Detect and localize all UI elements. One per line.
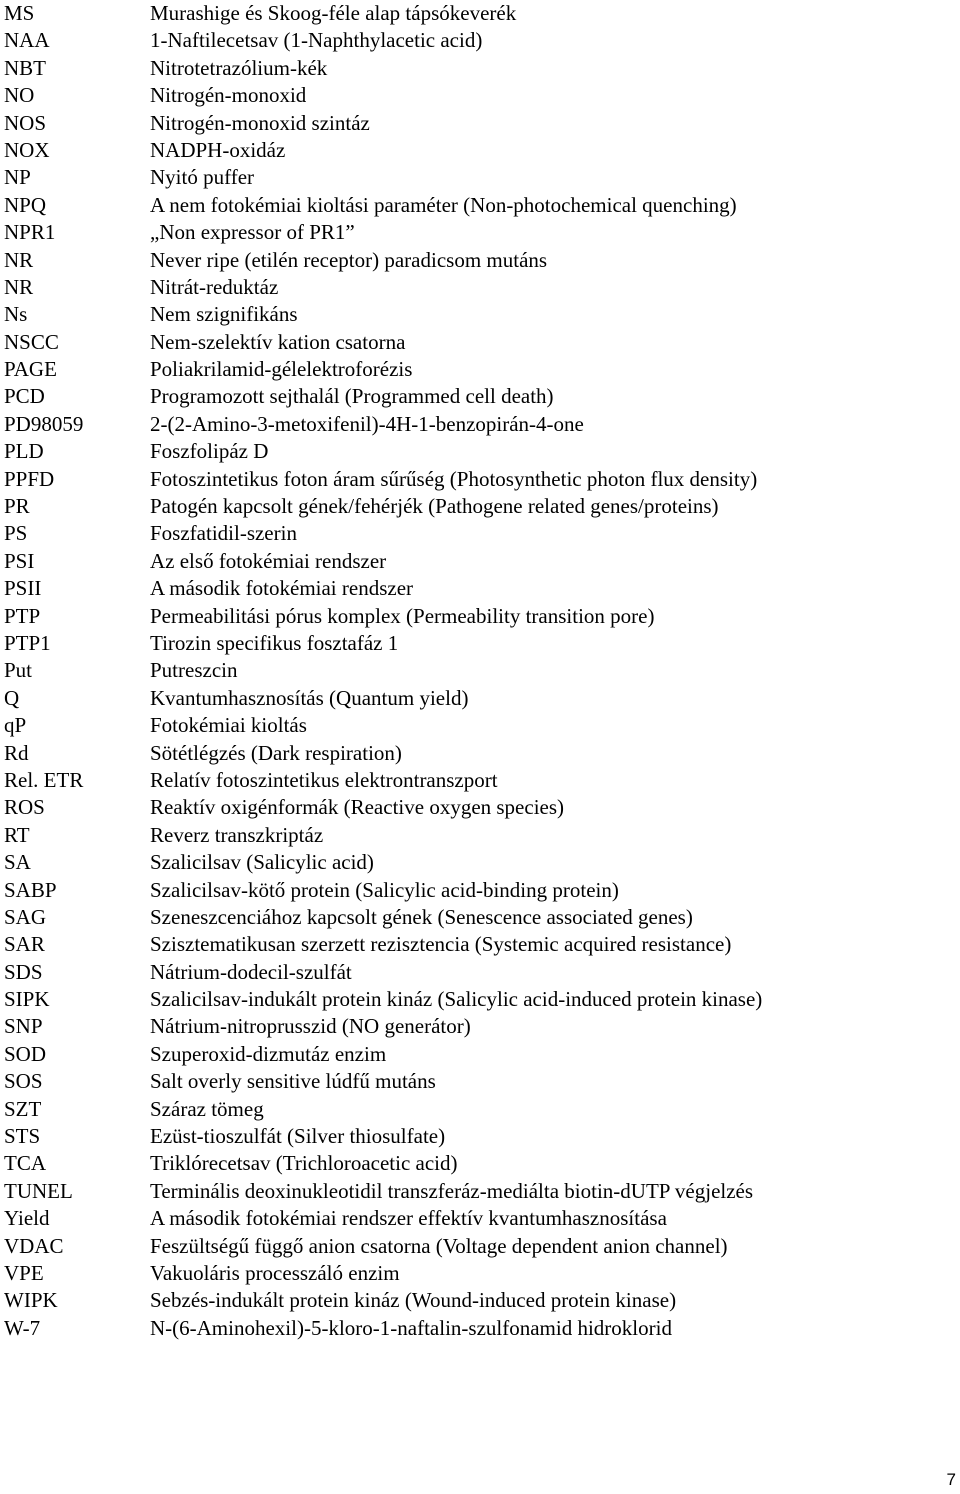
abbreviation-row xyxy=(0,712,960,739)
abbreviation-definition: 2-(2-Amino-3-metoxifenil)-4H-1-benzopirán-4-one xyxy=(150,411,584,436)
abbreviation-term: SIPK xyxy=(4,987,50,1012)
abbreviation-term: SZT xyxy=(4,1096,42,1121)
abbreviation-definition: Szuperoxid-dizmutáz enzim xyxy=(150,1041,387,1066)
abbreviation-term: NR xyxy=(4,274,34,299)
abbreviation-row xyxy=(0,959,960,986)
abbreviation-term: NPQ xyxy=(4,192,47,217)
abbreviation-term: NR xyxy=(4,247,34,272)
abbreviation-row xyxy=(0,1041,960,1068)
abbreviation-row xyxy=(0,192,960,219)
abbreviation-term: PAGE xyxy=(4,357,57,382)
abbreviation-term: Put xyxy=(4,658,33,683)
abbreviation-row xyxy=(0,301,960,328)
abbreviation-definition: A nem fotokémiai kioltási paraméter (Non-photochemical quenching) xyxy=(150,192,737,217)
abbreviation-term: SNP xyxy=(4,1014,43,1039)
abbreviation-row xyxy=(0,1205,960,1232)
abbreviation-row xyxy=(0,1068,960,1095)
abbreviation-row xyxy=(0,438,960,465)
abbreviation-row xyxy=(0,164,960,191)
abbreviation-definition: Relatív fotoszintetikus elektrontranszport xyxy=(150,767,498,792)
abbreviation-definition: Ezüst-tioszulfát (Silver thiosulfate) xyxy=(150,1124,446,1149)
abbreviation-term: PR xyxy=(4,494,30,519)
abbreviation-definition: Nem szignifikáns xyxy=(150,302,298,327)
abbreviation-row xyxy=(0,1233,960,1260)
abbreviation-definition: Nátrium-dodecil-szulfát xyxy=(150,959,352,984)
abbreviation-term: PPFD xyxy=(4,466,55,491)
abbreviation-row xyxy=(0,740,960,767)
abbreviation-term: NO xyxy=(4,83,35,108)
abbreviation-term: TUNEL xyxy=(4,1178,73,1203)
abbreviation-row xyxy=(0,411,960,438)
abbreviation-definition: Fotokémiai kioltás xyxy=(150,713,307,738)
abbreviation-term: NOS xyxy=(4,110,47,135)
abbreviation-definition: Tirozin specifikus fosztafáz 1 xyxy=(150,630,399,655)
abbreviation-row xyxy=(0,1315,960,1342)
abbreviation-term: PSI xyxy=(4,548,35,573)
abbreviation-term: W-7 xyxy=(4,1315,41,1340)
abbreviation-term: PTP1 xyxy=(4,630,51,655)
abbreviation-definition: Reverz transzkriptáz xyxy=(150,822,324,847)
abbreviation-definition: Permeabilitási pórus komplex (Permeability transition pore) xyxy=(150,603,655,628)
abbreviation-row xyxy=(0,466,960,493)
abbreviation-row xyxy=(0,1260,960,1287)
abbreviation-term: TCA xyxy=(4,1151,46,1176)
abbreviation-term: NOX xyxy=(4,137,50,162)
abbreviation-definition: Nitrát-reduktáz xyxy=(150,274,279,299)
abbreviation-definition: Szalicilsav (Salicylic acid) xyxy=(150,850,374,875)
abbreviation-term: SAG xyxy=(4,904,47,929)
abbreviation-definition: Szalicilsav-kötő protein (Salicylic acid-binding protein) xyxy=(150,877,619,902)
abbreviation-definition: Nem-szelektív kation csatorna xyxy=(150,329,406,354)
abbreviation-term: SOD xyxy=(4,1041,47,1066)
abbreviation-definition: 1-Naftilecetsav (1-Naphthylacetic acid) xyxy=(150,28,483,53)
abbreviation-definition: Nitrotetrazólium-kék xyxy=(150,55,328,80)
abbreviation-definition: Patogén kapcsolt gének/fehérjék (Pathogene related genes/proteins) xyxy=(150,494,719,519)
abbreviation-row xyxy=(0,794,960,821)
abbreviation-definition: Terminális deoxinukleotidil transzferáz-mediálta biotin-dUTP végjelzés xyxy=(150,1178,754,1203)
abbreviation-definition: Poliakrilamid-gélelektroforézis xyxy=(150,357,413,382)
abbreviation-term: NP xyxy=(4,165,31,190)
abbreviation-row xyxy=(0,0,960,27)
abbreviation-term: SDS xyxy=(4,959,43,984)
abbreviation-term: PD98059 xyxy=(4,411,84,436)
abbreviation-row xyxy=(0,27,960,54)
abbreviation-term: SABP xyxy=(4,877,57,902)
abbreviation-definition: Nitrogén-monoxid szintáz xyxy=(150,110,370,135)
abbreviation-definition: Nitrogén-monoxid xyxy=(150,83,307,108)
abbreviation-definition: Murashige és Skoog-féle alap tápsókeverék xyxy=(150,1,517,25)
abbreviation-row xyxy=(0,630,960,657)
abbreviation-term: qP xyxy=(4,713,27,738)
abbreviation-row xyxy=(0,548,960,575)
abbreviation-definition: Nátrium-nitroprusszid (NO generátor) xyxy=(150,1014,471,1039)
abbreviation-definition: A második fotokémiai rendszer xyxy=(150,576,414,601)
abbreviation-definition: Triklórecetsav (Trichloroacetic acid) xyxy=(150,1151,458,1176)
abbreviation-definition: Feszültségű függő anion csatorna (Voltage dependent anion channel) xyxy=(150,1233,728,1258)
abbreviation-row xyxy=(0,1178,960,1205)
abbreviation-definition: Szisztematikusan szerzett rezisztencia (Systemic acquired resistance) xyxy=(150,932,732,957)
abbreviation-term: NPR1 xyxy=(4,220,56,245)
abbreviation-definition: Foszfolipáz D xyxy=(150,439,269,464)
abbreviation-definition: Foszfatidil-szerin xyxy=(150,521,297,546)
abbreviation-row xyxy=(0,329,960,356)
abbreviation-row xyxy=(0,110,960,137)
abbreviation-definition: Vakuoláris processzáló enzim xyxy=(150,1260,400,1285)
abbreviation-definition: Sötétlégzés (Dark respiration) xyxy=(150,740,402,765)
abbreviation-row xyxy=(0,685,960,712)
abbreviation-row xyxy=(0,520,960,547)
abbreviation-definition: Never ripe (etilén receptor) paradicsom mutáns xyxy=(150,247,548,272)
abbreviation-definition: Salt overly sensitive lúdfű mutáns xyxy=(150,1069,436,1094)
abbreviation-term: PCD xyxy=(4,384,45,409)
abbreviation-row xyxy=(0,137,960,164)
abbreviation-term: SOS xyxy=(4,1069,43,1094)
abbreviation-term: STS xyxy=(4,1124,41,1149)
abbreviation-row xyxy=(0,877,960,904)
abbreviation-term: MS xyxy=(4,1,35,25)
abbreviation-definition: „Non expressor of PR1” xyxy=(150,220,355,245)
abbreviation-row xyxy=(0,931,960,958)
abbreviation-term: NBT xyxy=(4,55,46,80)
abbreviation-term: PTP xyxy=(4,603,41,628)
abbreviation-row xyxy=(0,657,960,684)
abbreviation-row xyxy=(0,904,960,931)
abbreviation-term: PSII xyxy=(4,576,42,601)
abbreviation-term: VPE xyxy=(4,1260,44,1285)
abbreviation-definition: NADPH-oxidáz xyxy=(150,137,286,162)
abbreviation-row xyxy=(0,1013,960,1040)
abbreviation-definition: Programozott sejthalál (Programmed cell death) xyxy=(150,384,554,409)
abbreviation-definition: Sebzés-indukált protein kináz (Wound-induced protein kinase) xyxy=(150,1288,677,1313)
abbreviation-row xyxy=(0,219,960,246)
abbreviation-row xyxy=(0,247,960,274)
abbreviation-row xyxy=(0,575,960,602)
abbreviation-term: NSCC xyxy=(4,329,59,354)
abbreviation-definition: Szalicilsav-indukált protein kináz (Salicylic acid-induced protein kinase) xyxy=(150,987,763,1012)
abbreviation-definition: Száraz tömeg xyxy=(150,1096,264,1121)
abbreviation-definition: N-(6-Aminohexil)-5-kloro-1-naftalin-szulfonamid hidroklorid xyxy=(150,1315,672,1340)
abbreviation-term: VDAC xyxy=(4,1233,64,1258)
abbreviation-row xyxy=(0,603,960,630)
abbreviation-term: SAR xyxy=(4,932,45,957)
abbreviation-term: PS xyxy=(4,521,28,546)
abbreviation-row xyxy=(0,274,960,301)
abbreviation-term: Yield xyxy=(4,1206,50,1231)
abbreviation-row xyxy=(0,356,960,383)
abbreviation-term: Ns xyxy=(4,302,28,327)
abbreviation-row xyxy=(0,1150,960,1177)
abbreviation-definition: Az első fotokémiai rendszer xyxy=(150,548,387,573)
abbreviation-term: WIPK xyxy=(4,1288,58,1313)
abbreviation-row xyxy=(0,493,960,520)
abbreviation-definition: A második fotokémiai rendszer effektív kvantumhasznosítása xyxy=(150,1206,667,1231)
abbreviation-term: Rel. ETR xyxy=(4,767,84,792)
abbreviation-definition: Fotoszintetikus foton áram sűrűség (Photosynthetic photon flux density) xyxy=(150,466,758,491)
page-number: 7 xyxy=(946,1470,956,1489)
abbreviation-row xyxy=(0,1123,960,1150)
abbreviation-row xyxy=(0,767,960,794)
abbreviation-definition: Reaktív oxigénformák (Reactive oxygen species) xyxy=(150,795,565,820)
abbreviation-term: PLD xyxy=(4,439,44,464)
abbreviation-definition: Putreszcin xyxy=(150,658,238,683)
abbreviation-row xyxy=(0,383,960,410)
abbreviation-term: RT xyxy=(4,822,30,847)
abbreviation-definition: Szeneszcenciához kapcsolt gének (Senescence associated genes) xyxy=(150,904,693,929)
abbreviation-term: NAA xyxy=(4,28,50,53)
abbreviation-term: Rd xyxy=(4,740,29,765)
abbreviation-term: Q xyxy=(4,685,20,710)
abbreviation-row xyxy=(0,822,960,849)
abbreviation-definition: Kvantumhasznosítás (Quantum yield) xyxy=(150,685,469,710)
abbreviation-row xyxy=(0,55,960,82)
abbreviation-term: ROS xyxy=(4,795,45,820)
abbreviation-row xyxy=(0,986,960,1013)
abbreviation-definition: Nyitó puffer xyxy=(150,165,255,190)
abbreviation-row xyxy=(0,1287,960,1314)
abbreviation-term: SA xyxy=(4,850,31,875)
abbreviation-row xyxy=(0,82,960,109)
abbreviation-row xyxy=(0,849,960,876)
abbreviation-row xyxy=(0,1096,960,1123)
